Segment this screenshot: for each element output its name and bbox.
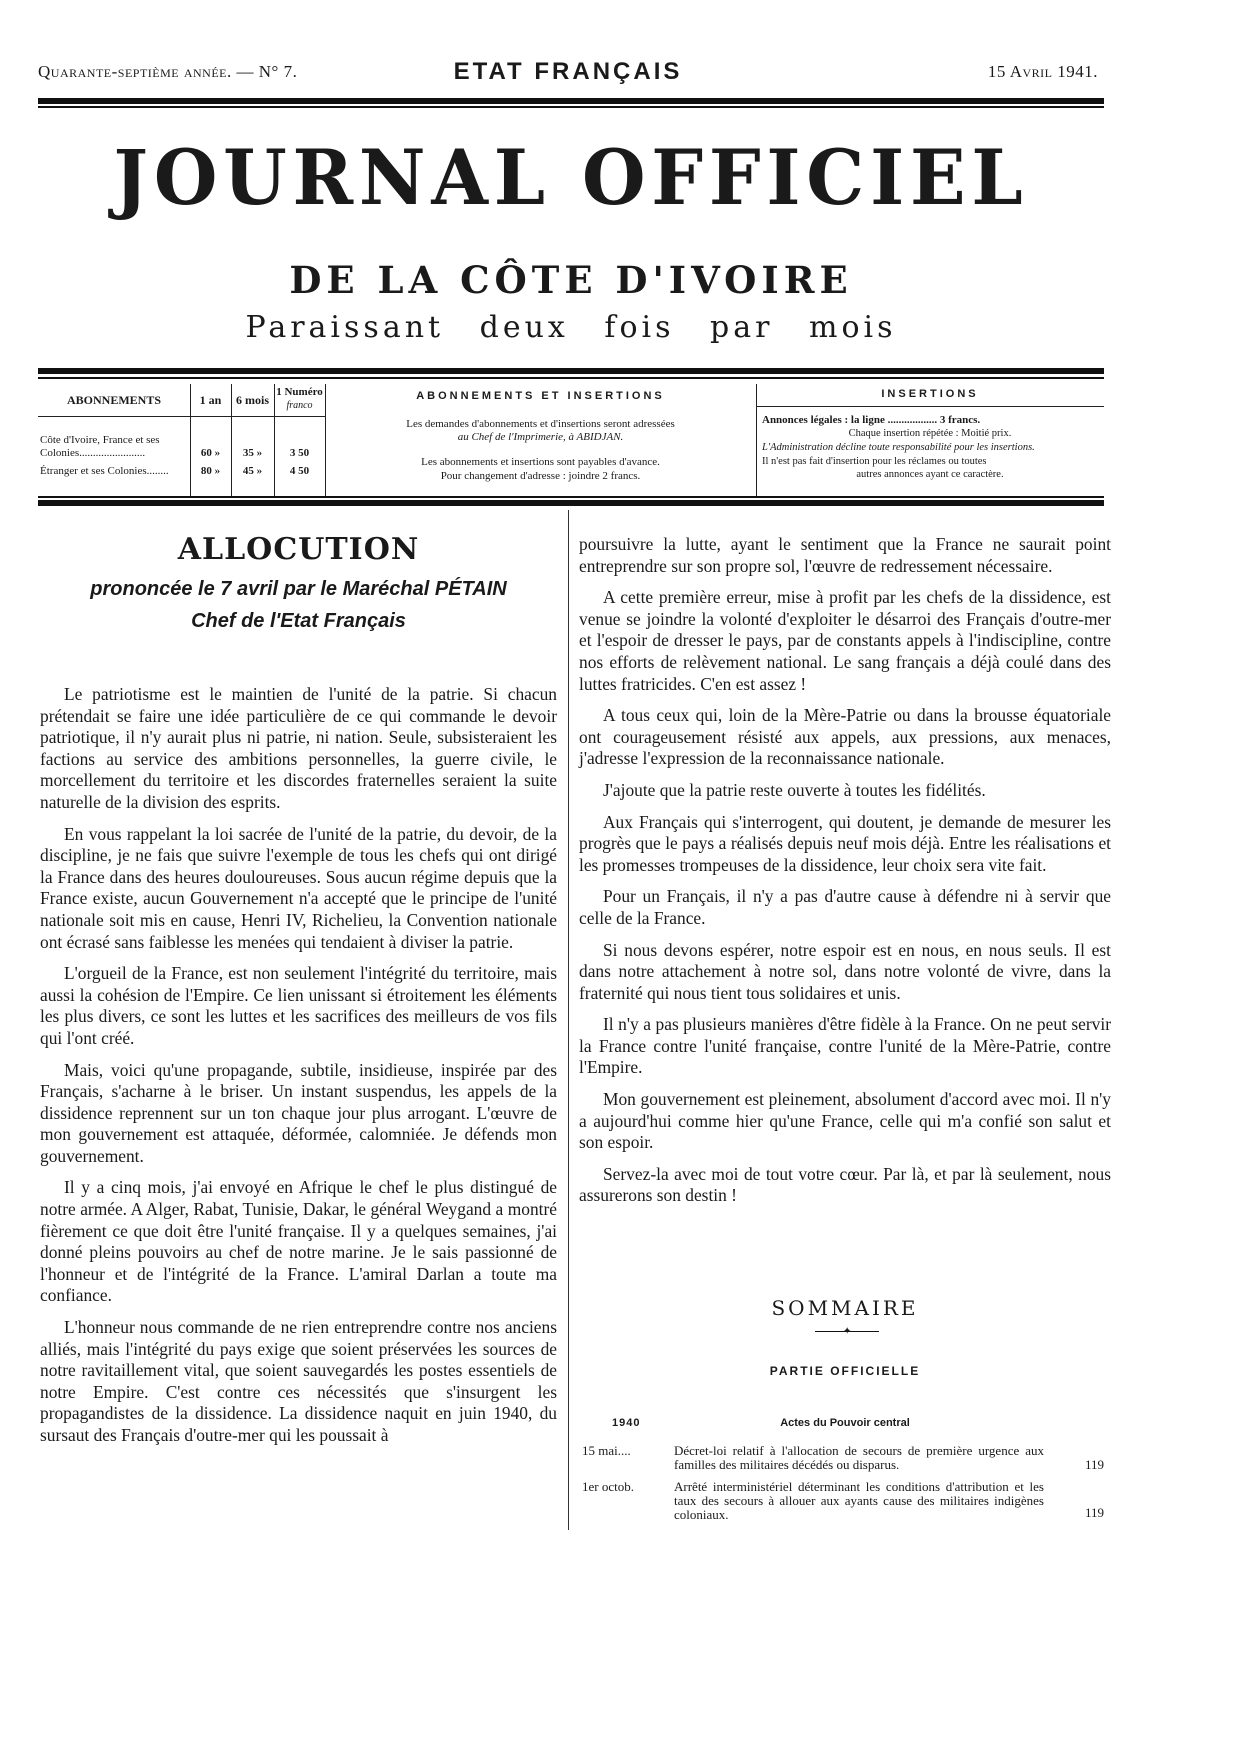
article-author-title: Chef de l'Etat Français <box>191 610 406 632</box>
subs-right-line-3: L'Administration décline toute responsabilité pour les insertions. <box>762 442 1035 453</box>
subs-row-1-label: Côte d'Ivoire, France et ses Colonies........................ <box>40 434 160 459</box>
state-name: ETAT FRANÇAIS <box>453 58 683 85</box>
paragraph: Servez-la avec moi de tout votre cœur. Par là, et par là seulement, nous assurerons son destin ! <box>579 1163 1111 1206</box>
subs-middle-line-1: Les demandes d'abonnements et d'insertions seront adressées <box>406 418 675 430</box>
subs-row-2-mois: 45 » <box>242 465 263 477</box>
subs-middle-line-3: Les abonnements et insertions sont payables d'avance. <box>421 456 660 468</box>
paragraph: Le patriotisme est le maintien de l'unité de la patrie. Si chacun prétendait se faire une idée particulière de ce qui commande le devoir patriotique, il n'y aurait plus ni patrie, ni nation. Seule, subsisteraient les factions au service des ambitions personnelles, la guerre civile, le morcellement du territoire et les discordes fraternelles seraient la suite naturelle de la division des esprits. <box>40 684 557 812</box>
sommaire-year: 1940 <box>612 1417 641 1429</box>
paragraph: En vous rappelant la loi sacrée de l'unité de la patrie, du devoir, de la discipline, je ne fais que suivre l'exemple de tous les chefs qui ont dirigé la France dans des heures douloureuses. Sous aucun régime depuis que la France existe, aucun Gouvernement n'a accepté que le principe de l'unité nationale soit mis en cause, Henri IV, Richelieu, la Convention nationale ont écrasé sans faiblesse les menées qui tendaient à diviser la patrie. <box>40 823 557 952</box>
subs-right-line-1: Annonces légales : la ligne .................. 3 francs. <box>762 414 981 426</box>
article-subtitle: prononcée le 7 avril par le Maréchal PÉTAIN <box>90 578 507 600</box>
column-divider <box>568 510 569 1530</box>
subs-middle-line-2: au Chef de l'Imprimerie, à ABIDJAN. <box>457 431 624 443</box>
paragraph: Si nous devons espérer, notre espoir est en nous, en nous seuls. Il est dans notre attachement à notre sol, dans notre volonté de vivre, dans la fraternité qui nous tient tous solidaires et unis. <box>579 939 1111 1003</box>
subs-row-1-an: 60 » <box>200 447 221 459</box>
subs-right-title: INSERTIONS <box>881 388 979 400</box>
table-top-rule-thin <box>38 377 1104 379</box>
subs-right-line-4: Il n'est pas fait d'insertion pour les réclames ou toutes <box>762 456 987 467</box>
subs-row-1-mois: 35 » <box>242 447 263 459</box>
paragraph: Mon gouvernement est pleinement, absolument d'accord avec moi. Il n'y a aujourd'hui comme hier qu'une France, celle qui m'a confié son salut et son espoir. <box>579 1089 1111 1153</box>
paragraph: Pour un Français, il n'y a pas d'autre cause à défendre ni à servir que celle de la France. <box>579 886 1111 928</box>
header-rule-thin <box>38 106 1104 108</box>
subs-row-2-numero: 4 50 <box>289 465 310 477</box>
paragraph: J'ajoute que la patrie reste ouverte à toutes les fidélités. <box>603 779 986 800</box>
subs-col-1an: 1 an <box>199 393 222 407</box>
subs-col-6mois: 6 mois <box>236 393 269 407</box>
subscription-table <box>38 384 1104 496</box>
paragraph: Aux Français qui s'interrogent, qui doutent, je demande de mesurer les progrès que le pays a réalisés depuis neuf mois déjà. Entre les réalisations et les promesses trompeuses de la dissidence, leur choix sera vite fait. <box>579 811 1111 875</box>
subs-row-2-label: Étranger et ses Colonies........ <box>40 465 169 477</box>
masthead-tagline: Paraissant deux fois par mois <box>245 310 897 345</box>
table-bottom-rule <box>38 500 1104 506</box>
masthead-title: JOURNAL OFFICIEL <box>113 133 1029 222</box>
sommaire-ornament-icon: ✦ <box>843 1326 852 1337</box>
article-title: ALLOCUTION <box>177 532 420 567</box>
entry-text: Arrêté interministériel déterminant les conditions d'attribution et les taux des secours à allouer aux ayants cause des militaires indigènes coloniaux. <box>674 1479 1044 1522</box>
entry-page: 119 <box>1084 1457 1104 1472</box>
paragraph: poursuivre la lutte, ayant le sentiment que la France ne saurait point entreprendre sur son propre sol, l'œuvre de redressement nécessaire. <box>579 534 1111 576</box>
paragraph: A cette première erreur, mise à profit par les chefs de la dissidence, est venue se joindre la volonté d'exploiter le désarroi des Français d'outre-mer et l'espoir de dresser le pays, par de constants appels à l'indiscipline, contre nos efforts de relèvement national. Le sang français a déjà coulé dans des luttes fratricides. C'en est assez ! <box>579 587 1111 694</box>
paragraph: A tous ceux qui, loin de la Mère-Patrie ou dans la brousse équatoriale ont courageusement résisté aux appels, aux pressions, aux menaces, j'adresse l'expression de la reconnaissance nationale. <box>579 705 1111 769</box>
article-left-column <box>40 684 557 1457</box>
issue-header <box>38 58 1098 88</box>
issue-number: Quarante-septième année. — N° 7. <box>38 62 298 81</box>
entry-text: Décret-loi relatif à l'allocation de secours de première urgence aux familles des militaires décédés ou disparus. <box>674 1443 1044 1472</box>
issue-date: 15 Avril 1941. <box>987 62 1098 81</box>
table-bottom-rule-thin <box>38 496 1104 498</box>
entry-page: 119 <box>1084 1505 1104 1520</box>
subs-col-numero: 1 Numéro <box>276 386 323 398</box>
header-rule <box>38 98 1104 104</box>
masthead-subtitle: DE LA CÔTE D'IVOIRE <box>289 258 853 302</box>
sommaire-title: SOMMAIRE <box>771 1296 919 1320</box>
table-top-rule <box>38 368 1104 374</box>
paragraph: Il y a cinq mois, j'ai envoyé en Afrique le chef le plus distingué de notre armée. A Alger, Rabat, Tunisie, Dakar, le général Weygand a montré fièrement ce que doit être l'unité française. Il y a quelques semaines, j'ai donné pleins pouvoirs au chef de notre marine. Je le sais passionné de l'honneur et de l'intégrité de la France. L'amiral Darlan a toute ma confiance. <box>40 1177 557 1306</box>
paragraph: Il n'y a pas plusieurs manières d'être fidèle à la France. On ne peut servir la France contre l'unité française, contre l'unité de la Mère-Patrie, contre l'Empire. <box>579 1014 1111 1078</box>
subs-middle-line-4: Pour changement d'adresse : joindre 2 francs. <box>440 470 641 482</box>
entry-date: 1er octob. <box>582 1479 634 1494</box>
subs-col-numero-sub: franco <box>286 400 313 411</box>
subs-right-line-2: Chaque insertion répétée : Moitié prix. <box>848 428 1012 439</box>
subs-row-1-numero: 3 50 <box>289 447 310 459</box>
sommaire-section: Actes du Pouvoir central <box>780 1417 910 1429</box>
paragraph: Mais, voici qu'une propagande, subtile, insidieuse, inspirée par des Français, s'acharne à le briser. Un instant suspendus, les appels de la dissidence reprennent sur un ton chaque jour plus arrogant. L'œuvre de mon gouvernement est attaquée, déformée, calomniée. Je défends mon gouvernement. <box>40 1059 557 1166</box>
subs-header-label: ABONNEMENTS <box>66 393 161 407</box>
paragraph: L'orgueil de la France, est non seulement l'intégrité du territoire, mais aussi la cohésion de l'Empire. Ce lien unissant si étroitement les éléments les plus divers, ce sont les luttes et les sacrifices des meilleurs de vos fils qui l'ont créé. <box>40 963 557 1048</box>
entry-date: 15 mai.... <box>582 1443 631 1458</box>
subs-row-2-an: 80 » <box>200 465 221 477</box>
paragraph: L'honneur nous commande de ne rien entreprendre contre nos anciens alliés, mais l'intégrité du pays exige que soient préservées les sources de notre ravitaillement vital, que soient sauvegardés les postes essentiels de notre Empire. C'est contre ces nécessités que s'insurgent les propagandistes de la dissidence. La dissidence naquit en juin 1940, du sursaut des Français d'outre-mer qui les poussait à <box>40 1317 557 1445</box>
subs-middle-title: ABONNEMENTS ET INSERTIONS <box>416 390 665 402</box>
subs-right-line-5: autres annonces ayant ce caractère. <box>856 469 1004 480</box>
sommaire-part: PARTIE OFFICIELLE <box>769 1364 921 1378</box>
article-right-column <box>579 534 1111 1217</box>
